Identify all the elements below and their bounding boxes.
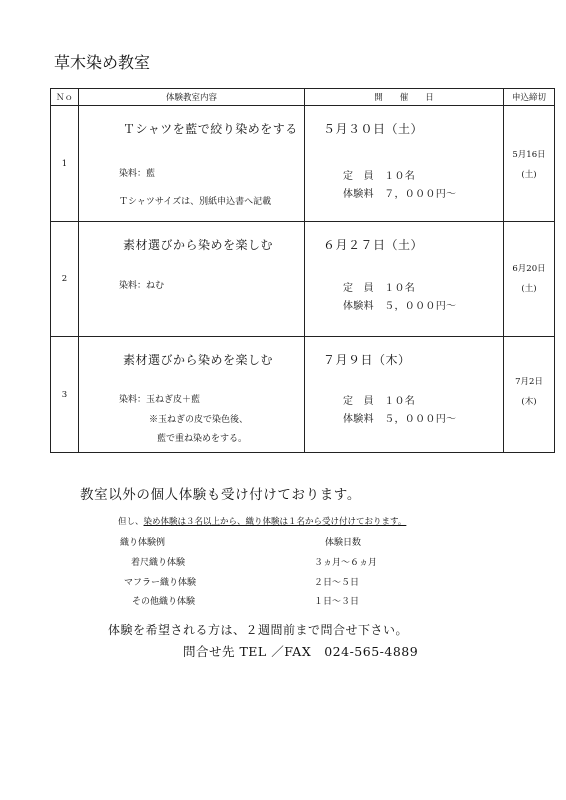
contact-info: 問合せ先 TEL ／FAX 024-565-4889 bbox=[183, 644, 419, 659]
individual-condition bbox=[118, 515, 406, 527]
course-cell bbox=[79, 337, 305, 453]
row-number-cell bbox=[51, 221, 79, 337]
deadline-day: (土) bbox=[521, 283, 537, 294]
course-note: Ｔシャツサイズは、別紙申込書へ記載 bbox=[119, 196, 272, 207]
example-name: 着尺織り体験 bbox=[131, 558, 186, 568]
event-date: ６月２７日（土） bbox=[323, 237, 424, 252]
condition-prefix: 但し、 bbox=[118, 517, 144, 527]
fee: 体験料 ７，０００円～ bbox=[343, 188, 457, 200]
deadline-date: 7月2日 bbox=[515, 377, 543, 388]
example-days: １日～３日 bbox=[314, 597, 360, 607]
table-header-row bbox=[51, 89, 555, 106]
header-no: Ｎｏ bbox=[51, 89, 79, 106]
page-title: 草木染め教室 bbox=[54, 53, 151, 72]
course-name: Ｔシャツを藍で絞り染めをする bbox=[123, 121, 298, 136]
date-cell bbox=[305, 105, 504, 221]
dye-material: 染料：藍 bbox=[119, 168, 156, 179]
course-cell bbox=[79, 221, 305, 337]
deadline-date: 5月16日 bbox=[512, 149, 546, 160]
course-cell bbox=[79, 105, 305, 221]
deadline-cell bbox=[504, 337, 555, 453]
row-number: 2 bbox=[61, 274, 68, 285]
deadline-cell bbox=[504, 105, 555, 221]
capacity: 定 員 １０名 bbox=[343, 396, 416, 408]
row-number: 1 bbox=[61, 158, 68, 169]
course-note: ※玉ねぎの皮で染色後、 bbox=[149, 415, 249, 426]
deadline-date: 6月20日 bbox=[512, 263, 546, 274]
individual-heading: 教室以外の個人体験も受け付けております。 bbox=[80, 487, 361, 503]
deadline-day: (土) bbox=[521, 169, 537, 180]
table-row bbox=[51, 337, 555, 453]
header-date: 開 催 日 bbox=[305, 89, 504, 106]
date-cell bbox=[305, 337, 504, 453]
application-notice: 体験を希望される方は、２週間前まで問合せ下さい。 bbox=[108, 623, 409, 637]
event-date: ７月９日（木） bbox=[323, 353, 411, 368]
example-days: ３ヵ月～６ヵ月 bbox=[314, 558, 378, 568]
dye-material: 染料：ねむ bbox=[119, 280, 165, 291]
capacity: 定 員 １０名 bbox=[343, 282, 416, 294]
row-number: 3 bbox=[61, 390, 68, 401]
example-days: ２日～５日 bbox=[314, 578, 360, 588]
row-number-cell bbox=[51, 337, 79, 453]
dye-material: 染料：玉ねぎ皮＋藍 bbox=[119, 395, 201, 406]
fee: 体験料 ５，０００円～ bbox=[343, 300, 457, 312]
days-column-header: 体験日数 bbox=[325, 538, 362, 548]
example-name: その他織り体験 bbox=[132, 597, 196, 607]
table-row bbox=[51, 105, 555, 221]
course-note: 藍で重ね染めをする。 bbox=[157, 434, 248, 445]
condition-text: 染め体験は３名以上から、織り体験は１名から受け付けております。 bbox=[143, 517, 407, 527]
example-column-header: 織り体験例 bbox=[120, 538, 166, 548]
schedule-table bbox=[50, 88, 555, 453]
deadline-cell bbox=[504, 221, 555, 337]
fee: 体験料 ５，０００円～ bbox=[343, 414, 457, 426]
row-number-cell bbox=[51, 105, 79, 221]
header-deadline: 申込締切 bbox=[504, 89, 555, 106]
deadline-day: (木) bbox=[521, 397, 537, 408]
table-row bbox=[51, 221, 555, 337]
capacity: 定 員 １０名 bbox=[343, 170, 416, 182]
event-date: ５月３０日（土） bbox=[323, 121, 424, 136]
date-cell bbox=[305, 221, 504, 337]
example-name: マフラー織り体験 bbox=[124, 578, 197, 588]
header-course: 体験教室内容 bbox=[79, 89, 305, 106]
course-name: 素材選びから染めを楽しむ bbox=[123, 353, 274, 368]
course-name: 素材選びから染めを楽しむ bbox=[123, 237, 274, 252]
